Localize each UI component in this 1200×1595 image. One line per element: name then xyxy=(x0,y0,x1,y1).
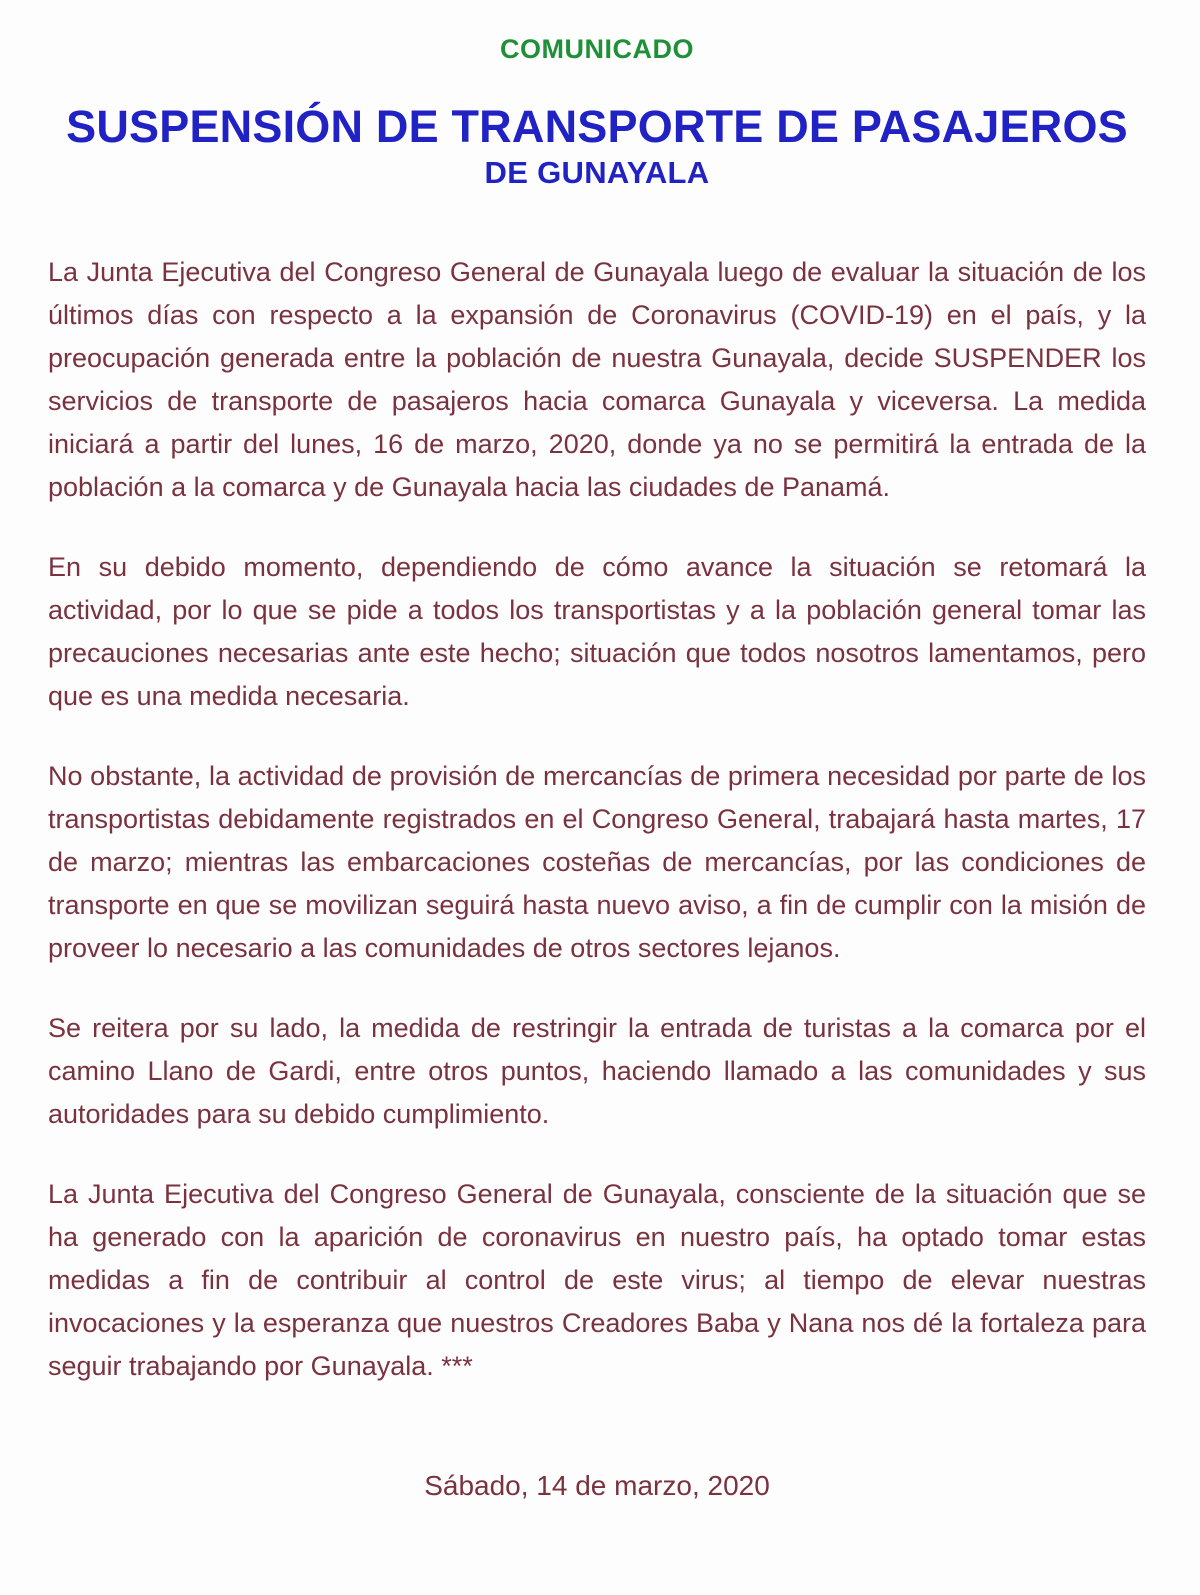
date-line: Sábado, 14 de marzo, 2020 xyxy=(424,1470,770,1502)
document-body xyxy=(48,251,1146,1388)
document-kicker: COMUNICADO xyxy=(500,34,694,64)
paragraph-tourist-restriction: Se reitera por su lado, la medida de restringir la entrada de turistas a la comarca por el camino Llano de Gardi, entre otros puntos, haciendo llamado a las comunidades y sus autoridades para su debido cumplimiento. xyxy=(48,1013,1146,1130)
document-title: SUSPENSIÓN DE TRANSPORTE DE PASAJEROS xyxy=(66,101,1128,152)
paragraph-suspension-announcement: La Junta Ejecutiva del Congreso General de Gunayala luego de evaluar la situación de los últimos días con respecto a la expansión de Coronavirus (COVID-19) en el país, y la preocupación generada entre la población de nuestra Gunayala, decide SUSPENDER los servicios de transporte de pasajeros hacia comarca Gunayala y viceversa. La medida iniciará a partir del lunes, 16 de marzo, 2020, donde ya no se permitirá la entrada de la población a la comarca y de Gunayala hacia las ciudades de Panamá. xyxy=(48,257,1146,503)
document-subtitle: DE GUNAYALA xyxy=(484,155,710,191)
paragraph-merchandise-exception: No obstante, la actividad de provisión de mercancías de primera necesidad por parte de los transportistas debidamente registrados en el Congreso General, trabajará hasta martes, 17 de marzo; mientras las embarcaciones costeñas de mercancías, por las condiciones de transporte en que se movilizan seguirá hasta nuevo aviso, a fin de cumplir con la misión de proveer lo necesario a las comunidades de otros sectores lejanos. xyxy=(48,761,1146,964)
paragraph-closing-statement: La Junta Ejecutiva del Congreso General de Gunayala, consciente de la situación que se ha generado con la aparición de coronavirus en nuestro país, ha optado tomar estas medidas a fin de contribuir al control de este virus; al tiempo de elevar nuestras invocaciones y la esperanza que nuestros Creadores Baba y Nana nos dé la fortaleza para seguir trabajando por Gunayala. *** xyxy=(48,1179,1146,1382)
paragraph-resumption-precautions: En su debido momento, dependiendo de cómo avance la situación se retomará la actividad, por lo que se pide a todos los transportistas y a la población general tomar las precauciones necesarias ante este hecho; situación que todos nosotros lamentamos, pero que es una medida necesaria. xyxy=(48,552,1146,712)
